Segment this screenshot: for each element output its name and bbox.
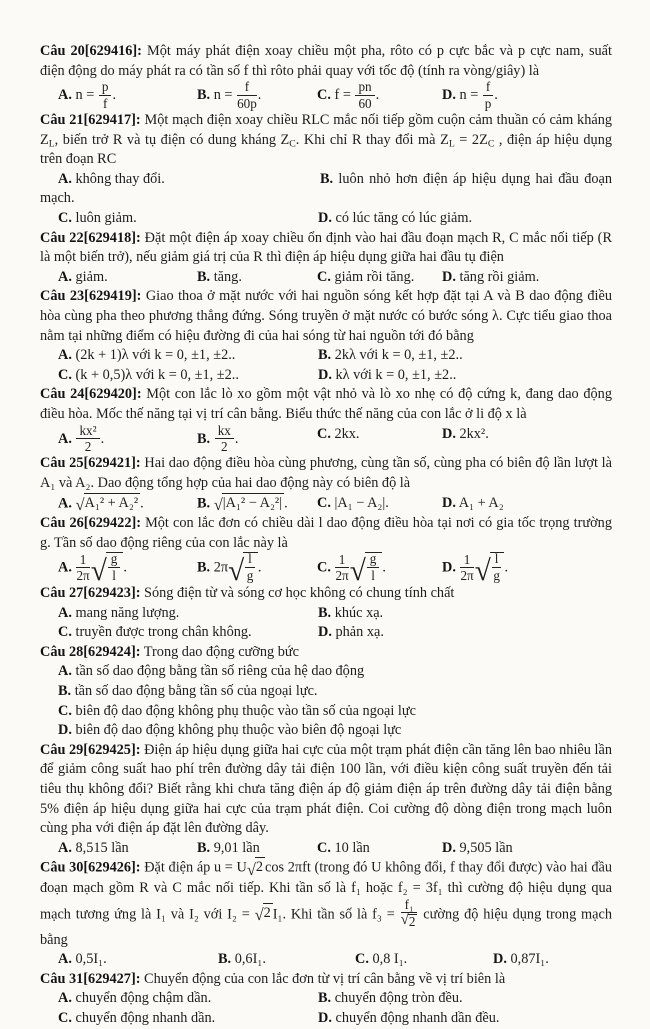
radical-sign-icon: √ xyxy=(254,905,264,925)
question-stem: Câu 22[629418]: Đặt một điện áp xoay chiều ổn định vào hai đầu đoạn mạch R, C mắc nối tiếp (R là một biến trở), nếu giảm giá trị của R thì điện áp hiệu dụng giữa hai đầu tụ điện xyxy=(40,229,612,266)
question-20 xyxy=(40,42,612,111)
option-q23-c: C. (k + 0,5)λ với k = 0, ±1, ±2.. xyxy=(58,366,239,383)
option-label: C. xyxy=(58,1009,72,1026)
subscript: L xyxy=(448,138,455,150)
option-label: C. xyxy=(58,702,72,719)
radicand: 2 xyxy=(408,914,416,930)
option-q27-a: A. mang năng lượng. xyxy=(58,604,180,621)
option-q24-d: D. 2kx². xyxy=(442,425,489,442)
options-row xyxy=(40,346,612,366)
option-label: B. xyxy=(197,430,211,447)
radicand xyxy=(243,552,258,583)
radicand: A₁² + A₂² xyxy=(84,493,141,514)
option-label: B. xyxy=(318,604,332,621)
options-row xyxy=(40,1009,612,1029)
option-q25-b: B. √ |A₁² − A₂²| . xyxy=(197,494,288,514)
option-q28-d: D. biên độ dao động không phụ thuộc vào biên độ ngoại lực xyxy=(58,722,402,739)
option-label: A. xyxy=(58,268,72,285)
option-q24-a: A. $\frac{\text{kx²}}{2}$ . xyxy=(58,422,105,454)
question-stem: Câu 21[629417]: Một mạch điện xoay chiều RLC mắc nối tiếp gồm cuộn cảm thuần có cảm kháng $Z_L$, biến trở R và tụ điện có dung kháng $Z_C$. Khi chỉ R thay đổi mà $Z_L = 2Z_C$ , điện áp hiệu dụng trên đoạn RC xyxy=(40,112,613,168)
question-26 xyxy=(40,514,612,587)
question-stem: Câu 31[629427]: Chuyển động của con lắc đơn từ vị trí cân bằng về vị trí biên là xyxy=(40,970,506,987)
radical-sign-icon: √ xyxy=(474,554,491,587)
option-q20-c: C. f = $\frac{pn}{60}$ . xyxy=(317,79,380,111)
question-stem: Câu 27[629423]: Sóng điện từ và sóng cơ học không có chung tính chất xyxy=(40,585,455,602)
option-label: D. xyxy=(318,624,332,641)
option-label: C. xyxy=(355,951,369,968)
option-label: D. xyxy=(442,425,456,442)
radicand: 2 xyxy=(255,857,265,878)
option-label: D. xyxy=(442,268,456,285)
radical-sign-icon: √ xyxy=(75,494,85,514)
fraction-numerator: l xyxy=(245,552,255,567)
question-number: Câu 24[629420]: xyxy=(40,386,142,403)
option-label: C. xyxy=(58,624,72,641)
option-q30-a: A. 0,5I₁. xyxy=(58,951,107,968)
subscript: L xyxy=(48,138,55,150)
options-row xyxy=(40,366,612,386)
option-q21-d: D. có lúc tăng có lúc giảm. xyxy=(318,209,473,226)
option-q23-b: B. 2kλ với k = 0, ±1, ±2.. xyxy=(318,347,463,364)
option-label: B. xyxy=(58,683,72,700)
option-q27-c: C. truyền được trong chân không. xyxy=(58,624,252,641)
option-q21-c: C. luôn giảm. xyxy=(58,209,137,226)
fraction-denominator: l xyxy=(112,567,116,583)
options-row xyxy=(40,702,612,722)
square-root xyxy=(247,857,265,878)
option-label: D. xyxy=(58,722,72,739)
fraction xyxy=(98,80,113,110)
fraction xyxy=(366,552,381,582)
fraction xyxy=(236,80,258,110)
option-label: C. xyxy=(317,87,331,104)
options-row xyxy=(40,989,612,1009)
options-row xyxy=(40,950,612,970)
option-label: C. xyxy=(317,839,331,856)
option-label: D. xyxy=(318,366,332,383)
fraction-numerator: 1 xyxy=(460,553,473,568)
option-q26-a: A. $\frac{1}{2\pi}$ √ $\frac{g}{l}$ . xyxy=(58,551,127,587)
radical-sign-icon: √ xyxy=(228,554,245,587)
option-q31-b: B. chuyển động tròn đều. xyxy=(318,990,463,1007)
option-q30-d: D. 0,87I₁. xyxy=(493,951,549,968)
option-q29-c: C. 10 lần xyxy=(317,839,370,856)
fraction xyxy=(107,552,122,582)
square-root xyxy=(214,493,284,514)
option-label: C. xyxy=(317,268,331,285)
fraction-denominator: l xyxy=(371,567,375,583)
option-label: B. xyxy=(197,87,211,104)
fraction-numerator: f₁ xyxy=(401,898,418,913)
option-label: D. xyxy=(442,559,456,576)
option-label: A. xyxy=(58,951,72,968)
fraction xyxy=(482,80,494,110)
option-label: C. xyxy=(317,425,331,442)
option-q23-d: D. kλ với k = 0, ±1, ±2.. xyxy=(318,366,457,383)
radicand xyxy=(106,552,124,583)
fraction xyxy=(75,553,90,583)
options-row xyxy=(40,268,612,288)
option-label: B. xyxy=(318,990,332,1007)
square-root xyxy=(90,551,124,587)
fraction-denominator: 2 xyxy=(220,438,228,454)
option-label: A. xyxy=(58,559,72,576)
fraction xyxy=(491,552,503,582)
option-q22-d: D. tăng rồi giảm. xyxy=(442,268,540,285)
radical-sign-icon: √ xyxy=(400,912,409,929)
square-root xyxy=(474,551,505,587)
fraction-numerator: g xyxy=(108,552,121,567)
option-label: D. xyxy=(442,494,456,511)
option-label: A. xyxy=(58,430,72,447)
radicand: |A₁² − A₂²| xyxy=(222,493,284,514)
fraction-denominator: 2π xyxy=(76,568,90,584)
fraction-denominator: p xyxy=(484,95,492,111)
radicand xyxy=(490,552,505,583)
fraction xyxy=(354,80,375,110)
option-q25-c: C. |A₁ − A₂|. xyxy=(317,494,389,511)
option-q31-a: A. chuyển động chậm dần. xyxy=(58,990,212,1007)
option-q21-a: A. không thay đổi. xyxy=(58,170,165,187)
fraction-numerator: f xyxy=(483,80,493,95)
fraction-denominator: 60 xyxy=(358,95,372,111)
option-q20-b: B. n = $\frac{f}{60p}$ . xyxy=(197,79,262,111)
option-q27-d: D. phản xạ. xyxy=(318,624,384,641)
option-q26-b: B. 2π √ $\frac{l}{g}$ . xyxy=(197,551,262,587)
radicand xyxy=(365,552,383,583)
question-number: Câu 30[629426]: xyxy=(40,859,141,876)
option-q22-b: B. tăng. xyxy=(197,268,242,285)
options-row xyxy=(40,422,612,455)
fraction-numerator: 1 xyxy=(76,553,89,568)
options-row xyxy=(40,494,612,515)
square-root xyxy=(228,551,258,587)
options-row xyxy=(40,209,612,229)
option-label: B. xyxy=(197,495,211,512)
option-q20-a: A. n = $\frac{p}{f}$ . xyxy=(58,79,117,111)
option-label: C. xyxy=(58,366,72,383)
option-label: B. xyxy=(320,170,334,187)
fraction-denominator xyxy=(401,913,418,930)
option-q30-c: C. 0,8 I₁. xyxy=(355,951,408,968)
question-stem: Câu 20[629416]: Một máy phát điện xoay chiều một pha, rôto có p cực bắc và p cực nam, suất điện động do máy phát ra có tần số f thì rôto phải quay với tốc độ (tính ra vòng/giây) là xyxy=(40,43,612,79)
question-29 xyxy=(40,741,612,859)
options-row xyxy=(40,81,612,111)
option-q30-b: B. 0,6I₁. xyxy=(218,951,266,968)
options-flow-row xyxy=(40,170,612,209)
question-number: Câu 23[629419]: xyxy=(40,288,142,305)
question-stem: Câu 26[629422]: Một con lắc đơn có chiều dài l dao động điều hòa tại nơi có gia tốc trọng trường g. Tần số dao động riêng của con lắc này là xyxy=(40,515,612,551)
question-28 xyxy=(40,643,612,741)
option-q27-b: B. khúc xạ. xyxy=(318,604,384,621)
subscript: C xyxy=(487,138,495,150)
fraction-denominator: 2π xyxy=(460,568,474,584)
options-row xyxy=(40,604,612,624)
question-number: Câu 28[629424]: xyxy=(40,643,141,660)
fraction-denominator: g xyxy=(246,567,254,583)
option-label: C. xyxy=(317,494,331,511)
square-root xyxy=(349,551,383,587)
square-root xyxy=(255,903,273,924)
fraction xyxy=(459,553,474,583)
option-label: A. xyxy=(58,347,72,364)
option-q31-c: C. chuyển động nhanh dần. xyxy=(58,1009,216,1026)
fraction-denominator: g xyxy=(493,567,500,583)
fraction-numerator: kx² xyxy=(76,424,99,439)
option-q26-c: C. $\frac{1}{2\pi}$ √ $\frac{g}{l}$ . xyxy=(317,551,386,587)
fraction-numerator: 1 xyxy=(335,553,348,568)
fraction-numerator: kx xyxy=(215,424,234,439)
fraction xyxy=(334,553,349,583)
fraction-numerator: pn xyxy=(355,80,374,95)
fraction xyxy=(244,552,256,582)
option-q23-a: A. (2k + 1)λ với k = 0, ±1, ±2.. xyxy=(58,347,236,364)
option-label: D. xyxy=(318,1009,332,1026)
option-label: A. xyxy=(58,170,72,187)
option-label: D. xyxy=(442,87,456,104)
question-30 xyxy=(40,858,612,969)
option-label: B. xyxy=(197,559,211,576)
question-25 xyxy=(40,454,612,514)
options-row xyxy=(40,662,612,682)
option-q21-b: B. luôn nhỏ hơn điện áp hiệu dụng hai đầu đoạn mạch. xyxy=(40,170,612,207)
question-stem: Câu 29[629425]: Điện áp hiệu dụng giữa hai cực của một trạm phát điện cần tăng lên bao nhiêu lần để giảm công suất hao phí trên đường dây tải điện 100 lần, với điều kiện công suất truyền đến tải tiêu thụ không đổi? Biết rằng khi chưa tăng điện áp độ giảm điện áp trên đường dây tải điện bằng 5% điện áp hiệu dụng giữa hai cực của trạm phát điện. Coi cường độ dòng điện trong mạch luôn cùng pha với điện áp đặt lên đường dây. xyxy=(40,741,612,837)
option-q24-c: C. 2kx. xyxy=(317,425,360,442)
question-number: Câu 27[629423]: xyxy=(40,585,141,602)
question-number: Câu 25[629421]: xyxy=(40,455,141,472)
options-row xyxy=(40,623,612,643)
radical-sign-icon: √ xyxy=(90,554,107,587)
question-22 xyxy=(40,229,612,288)
options-row xyxy=(40,721,612,741)
option-q24-b: B. $\frac{kx}{2}$ . xyxy=(197,422,239,454)
option-label: D. xyxy=(318,209,332,226)
question-24 xyxy=(40,385,612,454)
option-q29-b: B. 9,01 lần xyxy=(197,839,260,856)
radical-sign-icon: √ xyxy=(246,859,256,879)
fraction-numerator: l xyxy=(492,552,502,567)
option-label: A. xyxy=(58,604,72,621)
fraction-denominator: 60p xyxy=(237,95,257,111)
options-row xyxy=(40,551,612,587)
question-23 xyxy=(40,287,612,385)
option-label: B. xyxy=(197,268,211,285)
fraction-numerator: p xyxy=(99,80,112,95)
option-label: B. xyxy=(218,951,232,968)
option-label: D. xyxy=(442,839,456,856)
option-label: B. xyxy=(197,839,211,856)
fraction-numerator: f xyxy=(237,80,257,95)
question-27 xyxy=(40,584,612,643)
square-root xyxy=(75,493,140,514)
option-q31-d: D. chuyển động nhanh dần đều. xyxy=(318,1009,500,1026)
option-label: A. xyxy=(58,990,72,1007)
option-label: D. xyxy=(493,951,507,968)
option-q28-b: B. tần số dao động bằng tần số của ngoại lực. xyxy=(58,683,318,700)
square-root xyxy=(401,913,418,928)
option-label: A. xyxy=(58,87,72,104)
radicand: 2 xyxy=(263,903,273,924)
question-stem: Câu 25[629421]: Hai dao động điều hòa cùng phương, cùng tần số, cùng pha có biên độ lần lượt là A₁ và A₂. Dao động tổng hợp của hai dao động này có biên độ là xyxy=(40,455,612,491)
option-label: C. xyxy=(317,559,331,576)
option-q29-d: D. 9,505 lần xyxy=(442,839,513,856)
question-number: Câu 31[629427]: xyxy=(40,970,141,987)
option-label: C. xyxy=(58,209,72,226)
option-q28-a: A. tần số dao động bằng tần số riêng của hệ dao động xyxy=(58,663,365,680)
options-row xyxy=(40,839,612,859)
subscript: C xyxy=(289,138,296,150)
question-number: Câu 20[629416]: xyxy=(40,43,142,59)
option-q26-d: D. $\frac{1}{2\pi}$ √ $\frac{l}{g}$ . xyxy=(442,551,509,587)
question-stem: Câu 24[629420]: Một con lắc lò xo gồm một vật nhỏ và lò xo nhẹ có độ cứng k, đang dao động điều hòa. Mốc thế năng tại vị trí cân bằng. Biểu thức thế năng của con lắc ở li độ x là xyxy=(40,386,612,422)
option-q25-a: A. √ A₁² + A₂² . xyxy=(58,494,144,514)
fraction xyxy=(214,424,235,454)
fraction-denominator: f xyxy=(102,95,108,111)
option-q22-a: A. giảm. xyxy=(58,268,108,285)
option-q20-d: D. n = $\frac{f}{p}$ . xyxy=(442,79,498,111)
radical-sign-icon: √ xyxy=(213,494,223,514)
question-number: Câu 29[629425]: xyxy=(40,741,141,758)
options-row xyxy=(40,682,612,702)
radical-sign-icon: √ xyxy=(349,554,366,587)
fraction xyxy=(400,898,419,930)
option-q22-c: C. giảm rồi tăng. xyxy=(317,268,415,285)
option-q29-a: A. 8,515 lần xyxy=(58,839,129,856)
option-label: B. xyxy=(318,347,332,364)
question-stem: Câu 30[629426]: Đặt điện áp u = U √ 2 cos 2πft (trong đó U không đổi, f thay đổi được) vào hai đầu đoạn mạch gồm R và C mắc nối tiếp. Khi tần số là f₁ hoặc f₂ = 3f₁ thì cường độ hiệu dụng qua mạch tương ứng là I₁ và I₂ với I₂ = √ 2 I₁. Khi tần số là f₃ = f₁ √ 2 cường độ hiệu dụng trong mạch bằng xyxy=(40,859,613,948)
option-label: A. xyxy=(58,495,72,512)
option-q25-d: D. A₁ + A₂ xyxy=(442,494,504,511)
option-label: A. xyxy=(58,839,72,856)
question-31 xyxy=(40,970,612,1029)
question-stem: Câu 23[629419]: Giao thoa ở mặt nước với hai nguồn sóng kết hợp đặt tại A và B dao động điều hòa cùng pha theo phương thẳng đứng. Sóng truyền ở mặt nước có bước sóng λ. Cực tiểu giao thoa nằm tại những điểm có hiệu đường đi của hai sóng từ hai nguồn tới đó bằng xyxy=(40,288,612,344)
fraction xyxy=(75,424,100,454)
fraction-denominator: 2 xyxy=(84,438,92,454)
question-21 xyxy=(40,111,612,229)
question-number: Câu 21[629417]: xyxy=(40,112,141,128)
question-number: Câu 22[629418]: xyxy=(40,229,141,246)
question-number: Câu 26[629422]: xyxy=(40,515,141,532)
fraction-numerator: g xyxy=(367,552,380,567)
question-stem: Câu 28[629424]: Trong dao động cưỡng bức xyxy=(40,643,299,660)
option-label: A. xyxy=(58,663,72,680)
fraction-denominator: 2π xyxy=(335,568,349,584)
option-q28-c: C. biên độ dao động không phụ thuộc vào tần số của ngoại lực xyxy=(58,702,416,719)
